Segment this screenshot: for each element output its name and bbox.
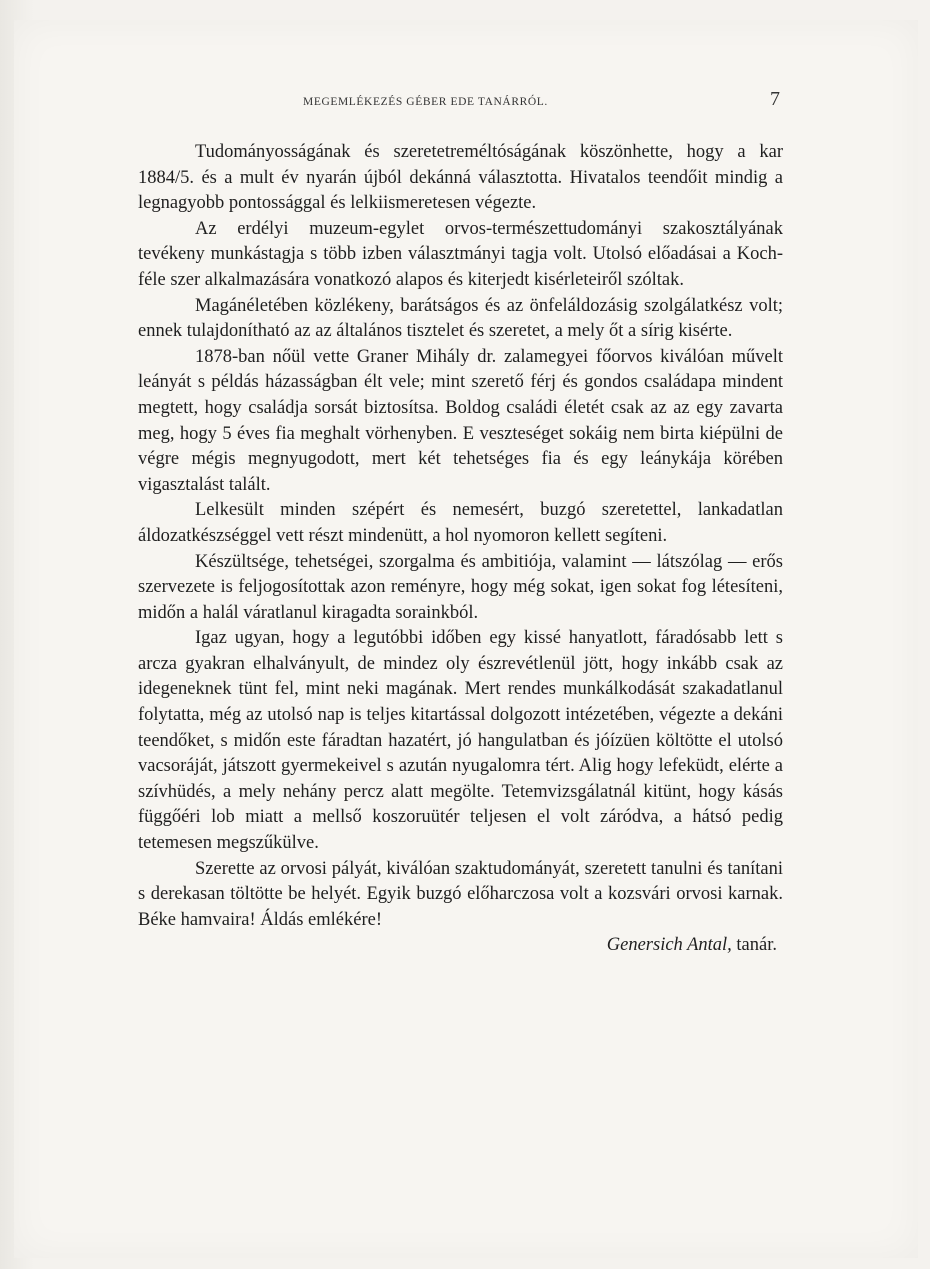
paragraph: Magánéletében közlékeny, barátságos és az önfeláldozásig szolgálatkész volt; ennek tulajdonítható az az általános tisztelet és szeretet, a mely őt a sírig kisérte. — [138, 295, 783, 342]
paragraph: Tudományosságának és szeretetreméltóságának köszönhette, hogy a kar 1884/5. és a mult év nyarán újból dekánná választotta. Hivatalos teendőit mindig a legnagyobb pontossággal és lelkiismeretesen végezte. — [138, 142, 783, 214]
paragraph: Szerette az orvosi pályát, kiválóan szaktudományát, szeretett tanulni és tanítani s derekasan töltötte be helyét. Egyik buzgó előharczosa volt a kozsvári orvosi karnak. Béke hamvaira! Áldás emlékére! — [138, 858, 783, 930]
paragraph: Igaz ugyan, hogy a legutóbbi időben egy kissé hanyatlott, fáradósabb lett s arcza gyakran elhalványult, de mindez oly észrevétlenül jött, hogy inkább csak az idegeneknek tünt fel, mint neki magának. Mert rendes munkálkodását szakadatlanul folytatta, még az utolsó nap is teljes kitartással dolgozott intézetében, végezte a dekáni teendőket, s midőn este fáradtan hazatért, jó hangulatban és jóízüen költötte el utolsó vacsoráját, játszott gyermekeivel s azután nyugalomra tért. Alig hogy lefeküdt, elérte a szívhüdés, a mely nehány percz alatt megölte. Tetemvizsgálatnál kitünt, hogy kásás függőéri lob miatt a mellső koszoruütér teljesen el volt záródva, a hátsó pedig tetemesen megszűkülve. — [138, 628, 783, 854]
paragraph: Készültsége, tehetségei, szorgalma és ambitiója, valamint — látszólag — erős szervezete is feljogosítottak azon reményre, hogy még sokat, igen sokat fog létesíteni, midőn a halál váratlanul kiragadta sorainkból. — [138, 551, 783, 623]
page-header — [0, 80, 930, 120]
body-text — [138, 140, 783, 1140]
running-head: MEGEMLÉKEZÉS GÉBER EDE TANÁRRÓL. — [303, 96, 548, 108]
paragraph: 1878-ban nőül vette Graner Mihály dr. zalamegyei főorvos kiválóan művelt leányát s példás házasságban élt vele; mint szerető férj és gondos családapa mindent megtett, hogy családja sorsát biztosítsa. Boldog családi életét csak az az egy zavarta meg, hogy 5 éves fia meghalt vörhenyben. E veszteséget sokáig nem birta kiépülni de végre mégis megnyugodott, mert két tehetséges fia és egy leánykája körében vigasztalást talált. — [138, 346, 783, 495]
paragraph: Lelkesült minden szépért és nemesért, buzgó szeretettel, lankadatlan áldozatkészséggel vett részt mindenütt, a hol nyomoron kellett segíteni. — [138, 500, 783, 546]
signature — [138, 933, 783, 959]
paragraph: Az erdélyi muzeum-egylet orvos-természettudományi szakosztályának tevékeny munkástagja s több izben választmányi tagja volt. Utolsó előadásai a Koch-féle szer alkalmazására vonatkozó alapos és kiterjedt kisérleteiről szóltak. — [138, 218, 783, 290]
page-number: 7 — [770, 88, 780, 110]
signature-name: Genersich Antal, — [606, 935, 732, 956]
signature-title: tanár. — [736, 935, 777, 956]
